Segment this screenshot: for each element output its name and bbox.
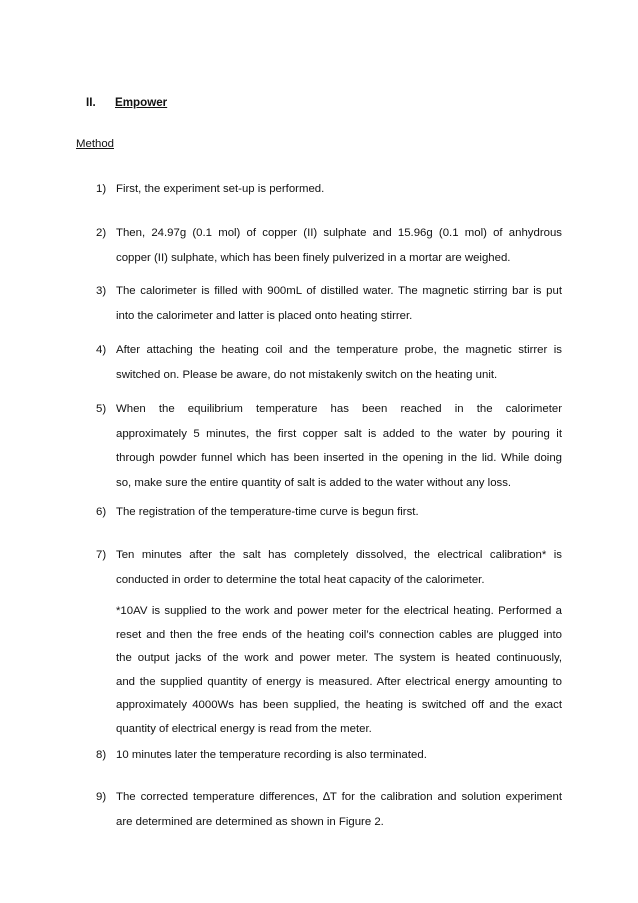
step-line: After attaching the heating coil and the temperature probe, the magnetic stirrer is (116, 344, 562, 356)
step-line: The corrected temperature differences, ∆T for the calibration and solution experiment (116, 791, 562, 803)
step-1 (96, 177, 562, 202)
note-line: reset and then the free ends of the heating coil’s connection cables are plugged into (116, 628, 562, 641)
section-title: Empower (115, 96, 168, 109)
step-number: 4) (96, 344, 107, 356)
step-line: approximately 5 minutes, the first copper salt is added to the water by pouring it (116, 427, 562, 440)
step-number: 3) (96, 285, 107, 297)
step-number: 8) (96, 749, 107, 761)
note-line: and the supplied quantity of energy is measured. After electrical energy amounting to (116, 675, 562, 688)
step-3 (96, 279, 562, 328)
step-2 (96, 221, 562, 270)
step-line: Then, 24.97g (0.1 mol) of copper (II) sulphate and 15.96g (0.1 mol) of anhydrous (116, 227, 562, 239)
step-line: When the equilibrium temperature has been reached in the calorimeter (116, 403, 562, 415)
step-text (116, 221, 562, 270)
method-label: Method (76, 138, 114, 150)
step-line: into the calorimeter and latter is placed onto heating stirrer. (116, 309, 413, 322)
step-line: copper (II) sulphate, which has been finely pulverized in a mortar are weighed. (116, 251, 511, 264)
step-number: 5) (96, 403, 107, 415)
step-line: through powder funnel which has been inserted in the opening in the lid. While doing (116, 452, 562, 464)
step-number: 6) (96, 506, 107, 518)
step-number: 9) (96, 791, 107, 803)
calibration-note (116, 600, 562, 742)
step-4 (96, 338, 562, 387)
step-8 (96, 743, 562, 768)
step-5 (96, 397, 562, 495)
step-number: 1) (96, 183, 107, 195)
step-number: 7) (96, 549, 107, 561)
note-line: *10AV is supplied to the work and power meter for the electrical heating. Performed a (116, 605, 562, 617)
step-9 (96, 785, 562, 834)
step-text (116, 543, 562, 592)
step-7 (96, 543, 562, 592)
step-line: Ten minutes after the salt has completely dissolved, the electrical calibration* is (116, 549, 562, 561)
step-line: conducted in order to determine the total heat capacity of the calorimeter. (116, 573, 485, 586)
step-6 (96, 500, 562, 525)
step-line: First, the experiment set-up is performed. (116, 183, 325, 195)
step-text (116, 397, 562, 495)
step-line: The calorimeter is filled with 900mL of distilled water. The magnetic stirring bar is put (116, 285, 562, 297)
step-line: The registration of the temperature-time curve is begun first. (116, 506, 419, 518)
step-line: are determined are determined as shown in Figure 2. (116, 815, 384, 828)
note-line: quantity of electrical energy is read from the meter. (116, 722, 372, 735)
step-text (116, 338, 562, 387)
note-line: the output jacks of the work and power meter. The system is heated continuously, (116, 652, 562, 665)
step-text (116, 500, 562, 525)
step-text (116, 279, 562, 328)
step-text (116, 785, 562, 834)
section-number: II. (86, 96, 96, 109)
step-line: 10 minutes later the temperature recording is also terminated. (116, 749, 427, 761)
step-text (116, 743, 562, 768)
section-heading (86, 96, 167, 109)
step-text (116, 177, 562, 202)
step-line: switched on. Please be aware, do not mistakenly switch on the heating unit. (116, 368, 498, 381)
note-line: approximately 4000Ws has been supplied, the heating is switched off and the exact (116, 699, 562, 712)
step-line: so, make sure the entire quantity of salt is added to the water without any loss. (116, 476, 512, 489)
step-number: 2) (96, 227, 107, 239)
